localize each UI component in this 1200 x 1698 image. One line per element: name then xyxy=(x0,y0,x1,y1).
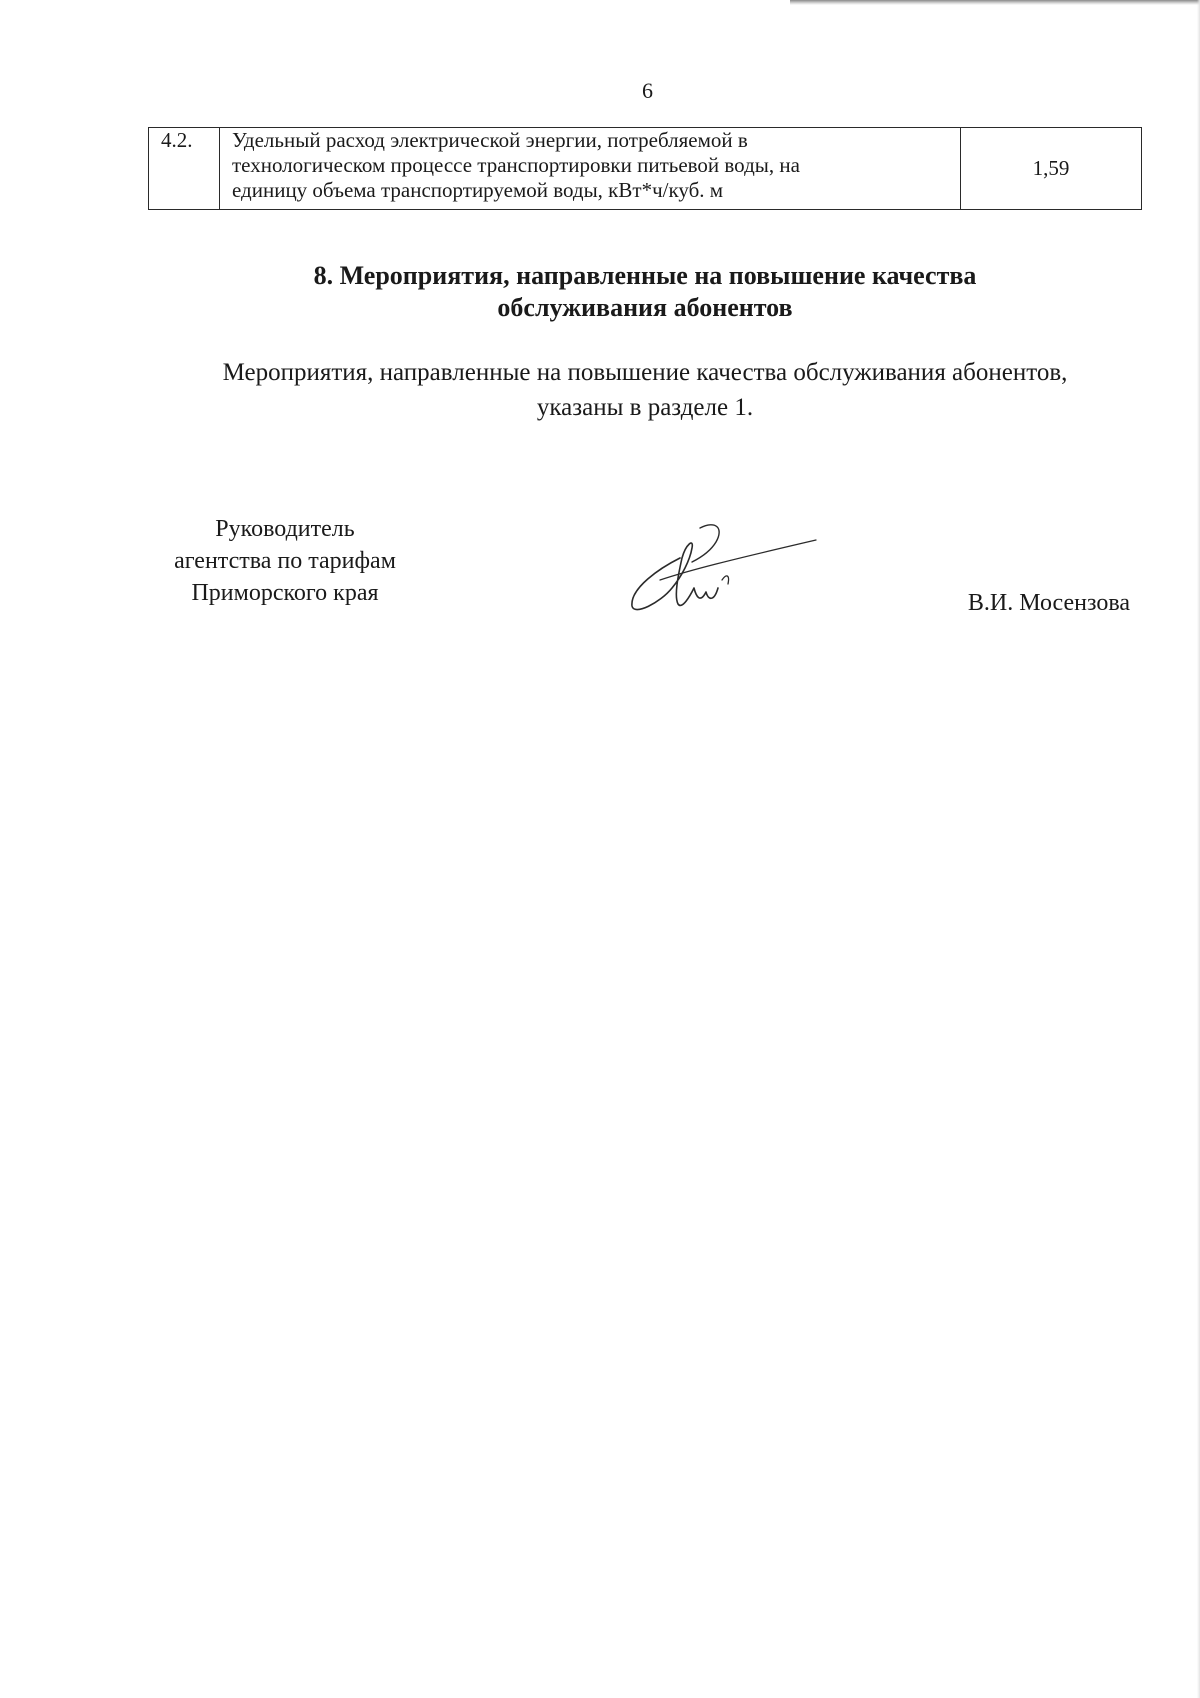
position-line: Приморского края xyxy=(191,580,379,606)
position-line: Руководитель xyxy=(215,516,355,542)
section-body-line: указаны в разделе 1. xyxy=(536,394,754,421)
row-description-line: единицу объема транспортируемой воды, кВт*ч/куб. м xyxy=(232,178,724,202)
row-value: 1,59 xyxy=(961,128,1142,210)
section-body xyxy=(148,355,1142,425)
signatory-name: В.И. Мосензова xyxy=(967,590,1130,616)
section-title-line: 8. Мероприятия, направленные на повышение качества xyxy=(313,261,977,290)
section-title xyxy=(150,260,1140,324)
scan-edge-top xyxy=(790,0,1200,5)
row-number: 4.2. xyxy=(149,128,220,210)
signatory-position xyxy=(140,513,430,609)
section-body-line: Мероприятия, направленные на повышение качества обслуживания абонентов, xyxy=(222,359,1068,386)
row-description-line: технологическом процессе транспортировки питьевой воды, на xyxy=(232,153,800,177)
page-number: 6 xyxy=(642,78,653,103)
handwritten-signature xyxy=(620,518,820,618)
indicator-table xyxy=(148,127,1142,210)
row-description xyxy=(220,128,961,210)
position-line: агентства по тарифам xyxy=(174,548,396,574)
row-description-line: Удельный расход электрической энергии, потребляемой в xyxy=(232,128,748,152)
table-row xyxy=(149,128,1142,210)
section-title-line: обслуживания абонентов xyxy=(497,293,793,322)
